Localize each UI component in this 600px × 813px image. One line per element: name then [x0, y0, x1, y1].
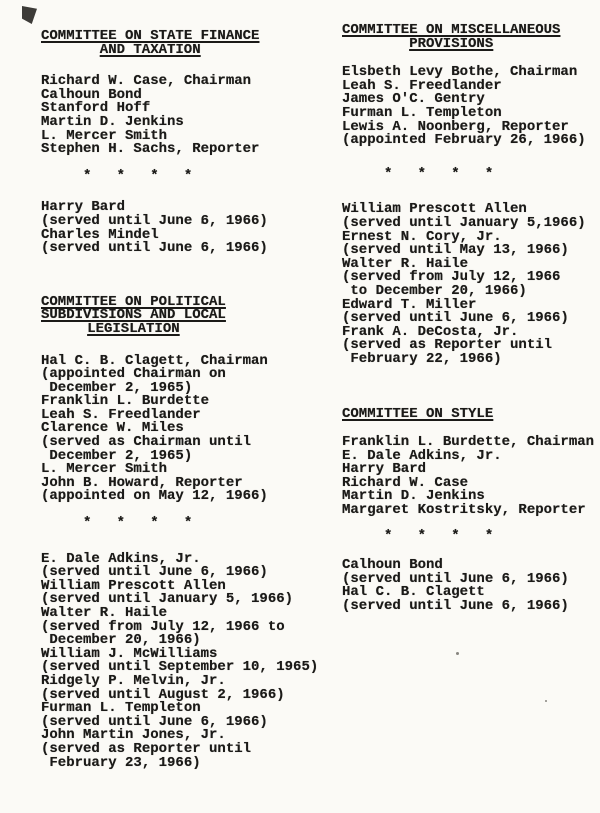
text-line: Ridgely P. Melvin, Jr.	[41, 672, 226, 689]
committee-political-subdivisions	[41, 293, 341, 771]
former-member-list	[41, 550, 341, 771]
text-line: Clarence W. Miles	[41, 420, 184, 437]
member-list	[342, 66, 598, 148]
text-line: (served until June 6, 1966)	[41, 212, 268, 229]
text-line: December 2, 1965)	[41, 379, 193, 396]
text-line: Calhoun Bond	[41, 86, 142, 103]
text-line: Ernest N. Cory, Jr.	[342, 228, 502, 245]
text-line: William Prescott Allen	[342, 201, 527, 218]
text-line: December 2, 1965)	[41, 447, 193, 464]
text-line: Richard W. Case	[342, 474, 469, 491]
text-line: John B. Howard, Reporter	[41, 474, 243, 491]
text-line: (served until June 6, 1966)	[342, 570, 569, 587]
text-line: Edward T. Miller	[342, 296, 477, 313]
text-line: AND TAXATION	[99, 41, 201, 58]
text-line: Stanford Hoff	[41, 100, 151, 117]
text-line: L. Mercer Smith	[41, 461, 168, 478]
text-line: Margaret Kostritsky, Reporter	[342, 502, 586, 519]
text-line: Calhoun Bond	[342, 557, 443, 574]
text-line: PROVISIONS	[409, 35, 494, 52]
former-member-list	[41, 201, 341, 255]
text-line: (served until June 6, 1966)	[41, 713, 268, 730]
text-line: (served until January 5, 1966)	[41, 591, 294, 608]
text-line: Franklin L. Burdette	[41, 393, 210, 410]
committee-title	[342, 408, 493, 422]
text-line: (appointed Chairman on	[41, 366, 226, 383]
text-line: (served until June 6, 1966)	[41, 564, 268, 581]
text-line: Frank A. DeCosta, Jr.	[342, 323, 519, 340]
asterisk-separator: * * * *	[83, 167, 193, 184]
text-line: (served until June 6, 1966)	[41, 240, 268, 257]
text-line: Martin D. Jenkins	[342, 488, 485, 505]
text-line: February 22, 1966)	[342, 350, 502, 367]
scan-speck	[456, 652, 459, 655]
committee-title	[41, 293, 226, 337]
text-line: (served until June 6, 1966)	[342, 310, 569, 327]
text-line: (served until January 5,1966)	[342, 214, 586, 231]
former-member-list	[342, 203, 598, 366]
former-member-list	[342, 559, 598, 613]
text-line: (served from July 12, 1966 to	[41, 618, 285, 635]
member-list	[41, 75, 341, 157]
text-line: E. Dale Adkins, Jr.	[41, 550, 201, 567]
text-line: (served as Reporter until	[342, 337, 553, 354]
committee-miscellaneous-provisions	[342, 24, 598, 366]
text-line: Stephen H. Sachs, Reporter	[41, 141, 260, 158]
committee-title	[41, 30, 259, 57]
committee-state-finance-taxation	[41, 30, 341, 256]
text-line: COMMITTEE ON MISCELLANEOUS	[342, 22, 561, 38]
text-line: (appointed February 26, 1966)	[342, 132, 586, 149]
text-line: COMMITTEE ON STATE FINANCE	[41, 28, 260, 44]
text-line: December 20, 1966)	[41, 632, 201, 649]
right-column	[342, 24, 598, 614]
member-list	[342, 436, 598, 518]
text-line: Furman L. Templeton	[342, 104, 502, 121]
text-line: Richard W. Case, Chairman	[41, 73, 252, 90]
text-line: Martin D. Jenkins	[41, 113, 184, 130]
text-line: COMMITTEE ON STYLE	[342, 406, 494, 423]
text-line: Hal C. B. Clagett	[342, 584, 485, 601]
asterisk-separator: * * * *	[384, 527, 494, 544]
text-line: (served as Chairman until	[41, 434, 252, 451]
scan-speck	[545, 700, 547, 702]
text-line: Hal C. B. Clagett, Chairman	[41, 352, 268, 369]
committee-style	[342, 408, 598, 613]
text-line: Lewis A. Noonberg, Reporter	[342, 118, 569, 135]
text-line: John Martin Jones, Jr.	[41, 727, 226, 744]
text-line: Furman L. Templeton	[41, 700, 201, 717]
text-line: E. Dale Adkins, Jr.	[342, 447, 502, 464]
text-line: William J. McWilliams	[41, 645, 218, 662]
asterisk-separator: * * * *	[384, 165, 494, 182]
text-line: Harry Bard	[342, 461, 427, 478]
text-line: (served until May 13, 1966)	[342, 242, 569, 259]
text-line: SUBDIVISIONS AND LOCAL	[41, 307, 226, 324]
member-list	[41, 352, 341, 505]
text-line: Walter R. Haile	[342, 255, 469, 272]
text-line: William Prescott Allen	[41, 577, 226, 594]
left-column	[41, 30, 341, 770]
text-line: Leah S. Freedlander	[41, 406, 201, 423]
text-line: James O'C. Gentry	[342, 91, 485, 108]
text-line: (served as Reporter until	[41, 740, 252, 757]
text-line: COMMITTEE ON POLITICAL	[41, 293, 226, 310]
text-line: Franklin L. Burdette, Chairman	[342, 434, 595, 451]
text-line: L. Mercer Smith	[41, 127, 168, 144]
text-line: (served until June 6, 1966)	[342, 598, 569, 614]
text-line: (served from July 12, 1966	[342, 269, 561, 286]
text-line: (appointed on May 12, 1966)	[41, 488, 268, 505]
committee-title	[342, 24, 560, 51]
scan-artifact	[22, 6, 37, 24]
text-line: to December 20, 1966)	[342, 282, 527, 299]
text-line: (served until September 10, 1965)	[41, 659, 319, 676]
text-line: Harry Bard	[41, 199, 126, 216]
asterisk-separator: * * * *	[83, 515, 193, 532]
text-line: (served until August 2, 1966)	[41, 686, 285, 703]
text-line: February 23, 1966)	[41, 754, 201, 771]
text-line: Leah S. Freedlander	[342, 77, 502, 94]
text-line: LEGISLATION	[87, 320, 180, 337]
text-line: Elsbeth Levy Bothe, Chairman	[342, 64, 578, 81]
text-line: Walter R. Haile	[41, 605, 168, 621]
text-line: Charles Mindel	[41, 226, 159, 243]
